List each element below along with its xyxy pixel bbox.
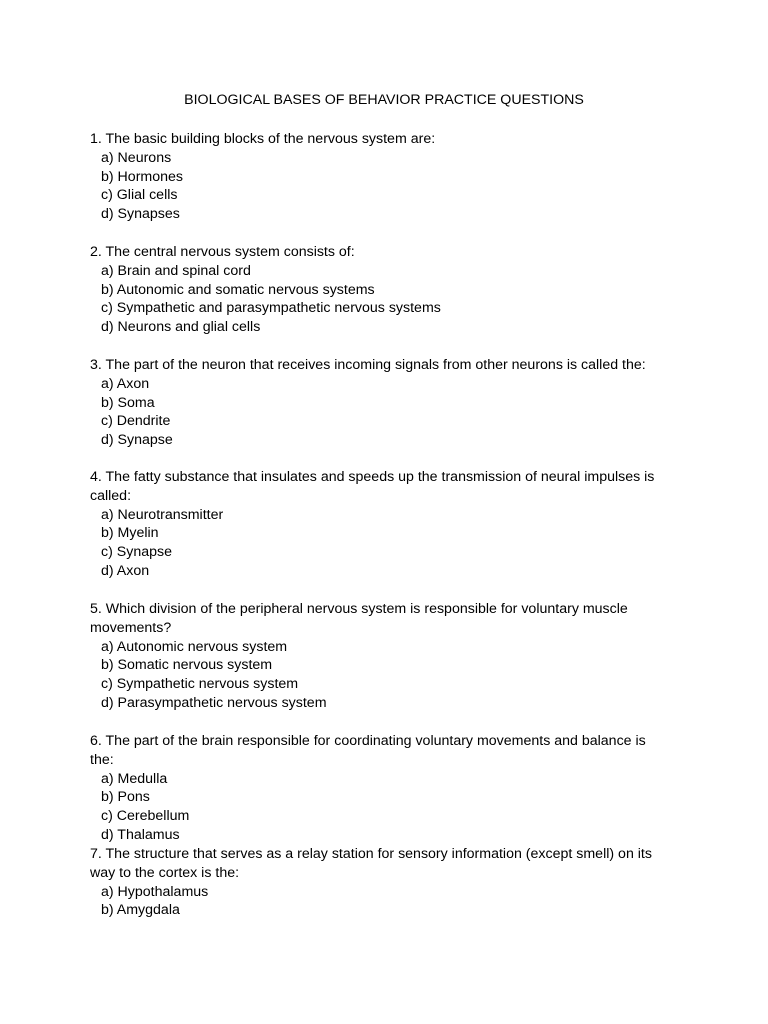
answer-option: a) Medulla <box>101 770 168 787</box>
answer-option: d) Synapses <box>101 206 180 223</box>
answer-option: a) Axon <box>101 375 150 392</box>
question-text: 7. The structure that serves as a relay station for sensory information (except smell) on its way to the cortex is the: <box>90 846 652 881</box>
answer-option: d) Thalamus <box>101 826 180 843</box>
question-5 <box>90 600 670 713</box>
question-text: 5. Which division of the peripheral nervous system is responsible for voluntary muscle movements? <box>90 601 628 636</box>
answer-option: c) Synapse <box>101 544 172 561</box>
answer-option: b) Autonomic and somatic nervous systems <box>101 281 375 298</box>
answer-option: a) Hypothalamus <box>101 883 209 900</box>
answer-option: c) Dendrite <box>101 413 171 430</box>
answer-option: b) Soma <box>101 394 155 411</box>
answer-option: c) Glial cells <box>101 187 178 204</box>
answer-option: b) Myelin <box>101 525 159 542</box>
answer-option: a) Neurotransmitter <box>101 506 224 523</box>
document-title: BIOLOGICAL BASES OF BEHAVIOR PRACTICE QUESTIONS <box>184 92 584 108</box>
question-6 <box>90 732 670 845</box>
answer-option: b) Hormones <box>101 168 184 185</box>
answer-option: d) Axon <box>101 562 150 579</box>
question-4 <box>90 468 670 581</box>
answer-option: a) Brain and spinal cord <box>101 262 251 279</box>
question-7 <box>90 845 670 920</box>
question-text: 2. The central nervous system consists of: <box>90 244 355 260</box>
question-1 <box>90 130 670 224</box>
question-text: 1. The basic building blocks of the nervous system are: <box>90 131 436 147</box>
answer-option: b) Pons <box>101 789 150 806</box>
answer-option: b) Amygdala <box>101 902 180 919</box>
answer-option: a) Autonomic nervous system <box>101 638 288 655</box>
answer-option: d) Parasympathetic nervous system <box>101 694 327 711</box>
answer-option: a) Neurons <box>101 149 172 166</box>
question-text: 6. The part of the brain responsible for coordinating voluntary movements and balance is the: <box>90 733 646 768</box>
question-text: 3. The part of the neuron that receives incoming signals from other neurons is called the: <box>90 357 646 373</box>
answer-option: d) Synapse <box>101 432 173 449</box>
question-text: 4. The fatty substance that insulates and speeds up the transmission of neural impulses is called: <box>90 469 655 504</box>
answer-option: b) Somatic nervous system <box>101 657 273 674</box>
question-2 <box>90 243 670 337</box>
answer-option: c) Sympathetic nervous system <box>101 676 299 693</box>
answer-option: c) Sympathetic and parasympathetic nervous systems <box>101 300 441 317</box>
question-3 <box>90 356 670 450</box>
answer-option: d) Neurons and glial cells <box>101 319 261 336</box>
answer-option: c) Cerebellum <box>101 808 190 825</box>
